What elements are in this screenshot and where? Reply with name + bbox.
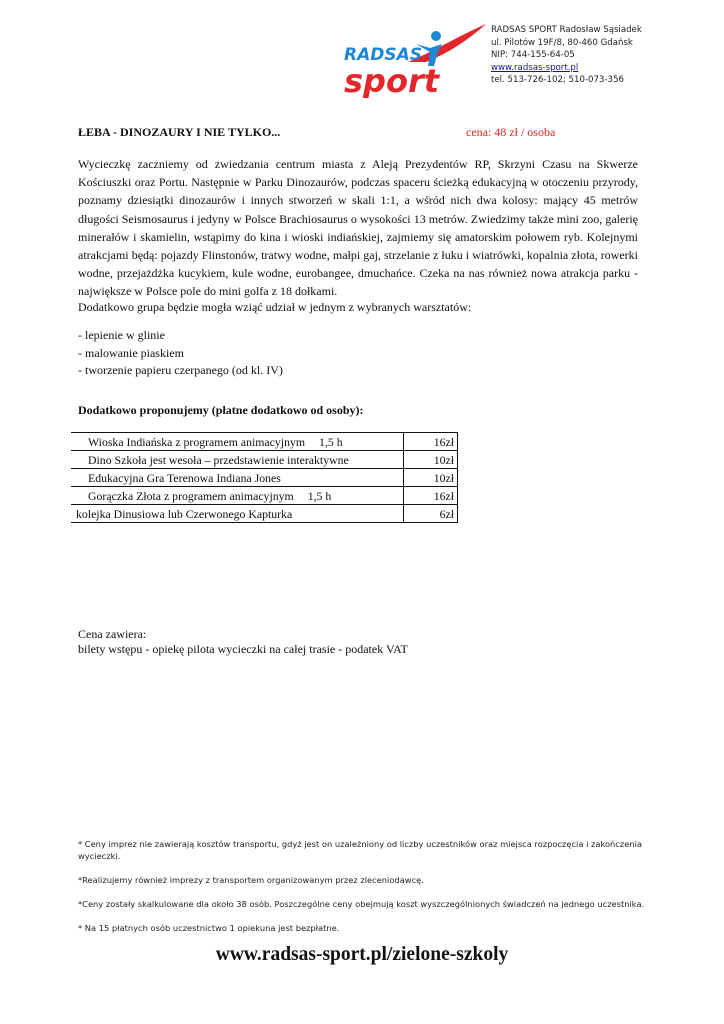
extra-price: 6zł: [404, 505, 458, 523]
includes-label: Cena zawiera:: [78, 627, 147, 641]
extras-table: [71, 432, 458, 523]
company-name: RADSAS SPORT Radosław Sąsiadek: [491, 25, 642, 35]
extra-price: 10zł: [404, 469, 458, 487]
workshops-intro: Dodatkowo grupa będzie mogła wziąć udział w jednym z wybranych warsztatów:: [78, 300, 472, 314]
footer-url-link[interactable]: www.radsas-sport.pl/zielone-szkoly: [215, 944, 509, 965]
extra-name: Wioska Indiańska z programem animacyjnym: [88, 435, 306, 449]
offer-title: ŁEBA - DINOZAURY I NIE TYLKO...: [78, 125, 281, 139]
extra-price: 16zł: [404, 433, 458, 451]
logo-figure-head-icon: [431, 31, 441, 41]
logo-text-top: RADSAS: [344, 45, 423, 65]
list-item: - malowanie piaskiem: [78, 345, 184, 360]
extra-name: kolejka Dinusiowa lub Czerwonego Kapturka: [76, 507, 293, 521]
company-website-link[interactable]: www.radsas-sport.pl: [491, 62, 579, 73]
company-address: ul. Pilotów 19F/8, 80-460 Gdańsk: [491, 37, 633, 48]
extra-name: Edukacyjna Gra Terenowa Indiana Jones: [88, 471, 281, 485]
footnote: * Ceny imprez nie zawierają kosztów transportu, gdyż jest on uzależniony od liczby uczestników oraz miejsca rozpoczęcia i zakończenia wycieczki.: [78, 839, 642, 862]
extra-duration: 1,5 h: [307, 489, 332, 503]
table-row: [71, 469, 458, 487]
table-row: [71, 505, 458, 523]
extra-name: Dino Szkoła jest wesoła – przedstawienie interaktywne: [88, 453, 349, 467]
table-row: [71, 433, 458, 451]
extra-price: 16zł: [404, 487, 458, 505]
offer-description: Wycieczkę zaczniemy od zwiedzania centrum miasta z Aleją Prezydentów RP, Skrzyni Czasu na Skwerze Kościuszki oraz Portu. Następnie w Parku Dinozaurów, podczas spaceru ścieżką edukacyjną w otoczeniu przyrody, poznamy dziesiątki dinozaurów i innych stworzeń w skali 1:1, a wśród nich dwa kolosy: mający 45 metrów długości Seismosaurus i jedyny w Polsce Brachiosaurus o wysokości 13 metrów. Zwiedzimy także mini zoo, galerię minerałów i skamielin, wstąpimy do kina i wioski indiańskiej, zajmiemy się amatorskim połowem ryb. Kolejnymi atrakcjami będą: pojazdy Flinstonów, tratwy wodne, małpi gaj, strzelanie z łuku i wiatrówki, kopalnia złota, rowerki wodne, przejażdżka kucykiem, kule wodne, eurobangee, dmuchańce. Czeka na nas również nowa atrakcja parku - największe w Polsce pole do mini golfa z 18 dołkami.: [78, 157, 638, 299]
company-info: [491, 24, 642, 87]
company-phone: tel. 513-726-102; 510-073-356: [491, 75, 624, 86]
radsas-sport-logo: [338, 22, 488, 98]
extra-price: 10zł: [404, 451, 458, 469]
footnote: * Na 15 płatnych osób uczestnictwo 1 opiekuna jest bezpłatne.: [78, 923, 340, 933]
table-row: [71, 487, 458, 505]
table-row: [71, 451, 458, 469]
extra-duration: 1,5 h: [319, 435, 343, 449]
list-item: - tworzenie papieru czerpanego (od kl. IV): [78, 363, 283, 378]
workshops-list: [78, 327, 283, 380]
list-item: - lepienie w glinie: [78, 328, 165, 342]
includes-text: bilety wstępu - opiekę pilota wycieczki na całej trasie - podatek VAT: [78, 642, 408, 656]
extras-heading: Dodatkowo proponujemy (płatne dodatkowo od osoby):: [78, 403, 364, 417]
offer-price: cena: 48 zł / osoba: [466, 125, 556, 139]
footnote: *Realizujemy również imprezy z transportem organizowanym przez zleceniodawcę.: [78, 875, 424, 885]
footnote: *Ceny zostały skalkulowane dla około 38 osób. Poszczególne ceny obejmują koszt wyszczególnionych świadczeń na jednego uczestnika.: [78, 899, 645, 909]
logo-text-bottom: sport: [344, 62, 440, 98]
company-nip: NIP: 744-155-64-05: [491, 50, 575, 61]
extra-name: Gorączka Złota z programem animacyjnym: [88, 489, 294, 503]
